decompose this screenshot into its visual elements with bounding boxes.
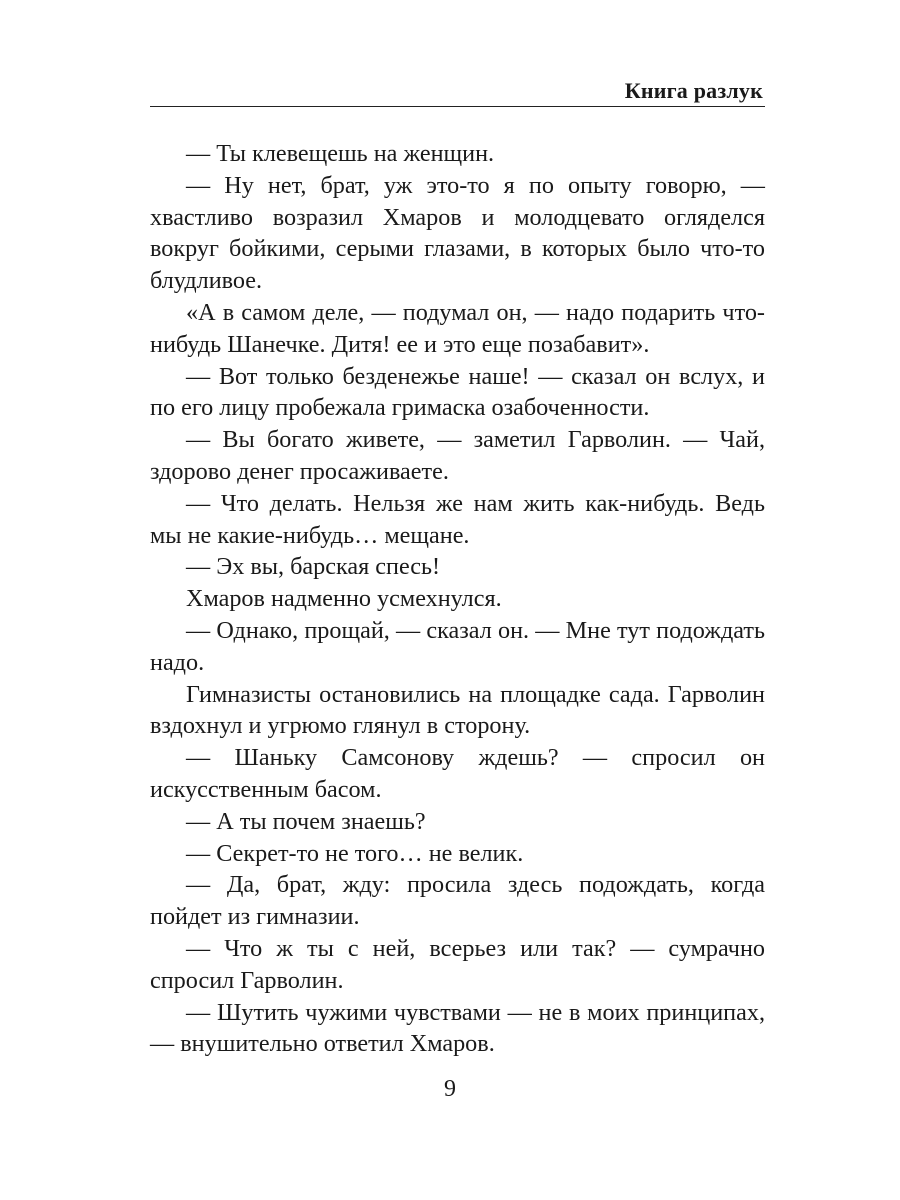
page-number: 9 [444,1076,456,1102]
paragraph: — Ну нет, брат, уж это-то я по опыту говорю, — хвастливо возразил Хмаров и молодцевато огляделся вокруг бойкими, серыми глазами, в которых было что-то блудливое. [150,171,765,295]
paragraph: Гимназисты остановились на площадке сада. Гарволин вздохнул и угрюмо глянул в сторону. [150,680,765,740]
paragraph: — Вот только безденежье наше! — сказал он вслух, и по его лицу пробежала гримаска озабоченности. [150,362,765,422]
paragraph: — Ты клевещешь на женщин. [186,140,495,167]
paragraph: — Вы богато живете, — заметил Гарволин. — Чай, здорово денег просаживаете. [150,426,765,485]
running-header [150,78,765,107]
paragraph: — Шутить чужими чувствами — не в моих принципах, — внушительно ответил Хмаров. [150,998,765,1058]
paragraph: «А в самом деле, — подумал он, — надо подарить что-нибудь Шанечке. Дитя! ее и это еще позабавит». [150,298,765,358]
body-text [150,138,765,1060]
paragraph: — Секрет-то не того… не велик. [186,839,524,867]
paragraph: Хмаров надменно усмехнулся. [186,585,502,613]
paragraph: — А ты почем знаешь? [186,807,426,835]
paragraph: — Эх вы, барская спесь! [186,553,441,581]
paragraph: — Что ж ты с ней, всерьез или так? — сумрачно спросил Гарволин. [150,934,765,994]
paragraph: — Да, брат, жду: просила здесь подождать, когда пойдет из гимназии. [150,871,765,931]
paragraph: — Однако, прощай, — сказал он. — Мне тут подождать надо. [150,616,765,676]
paragraph: — Шаньку Самсонову ждешь? — спросил он искусственным басом. [150,744,765,803]
running-title: Книга разлук [624,78,763,103]
paragraph: — Что делать. Нельзя же нам жить как-нибудь. Ведь мы не какие-нибудь… мещане. [150,489,765,549]
